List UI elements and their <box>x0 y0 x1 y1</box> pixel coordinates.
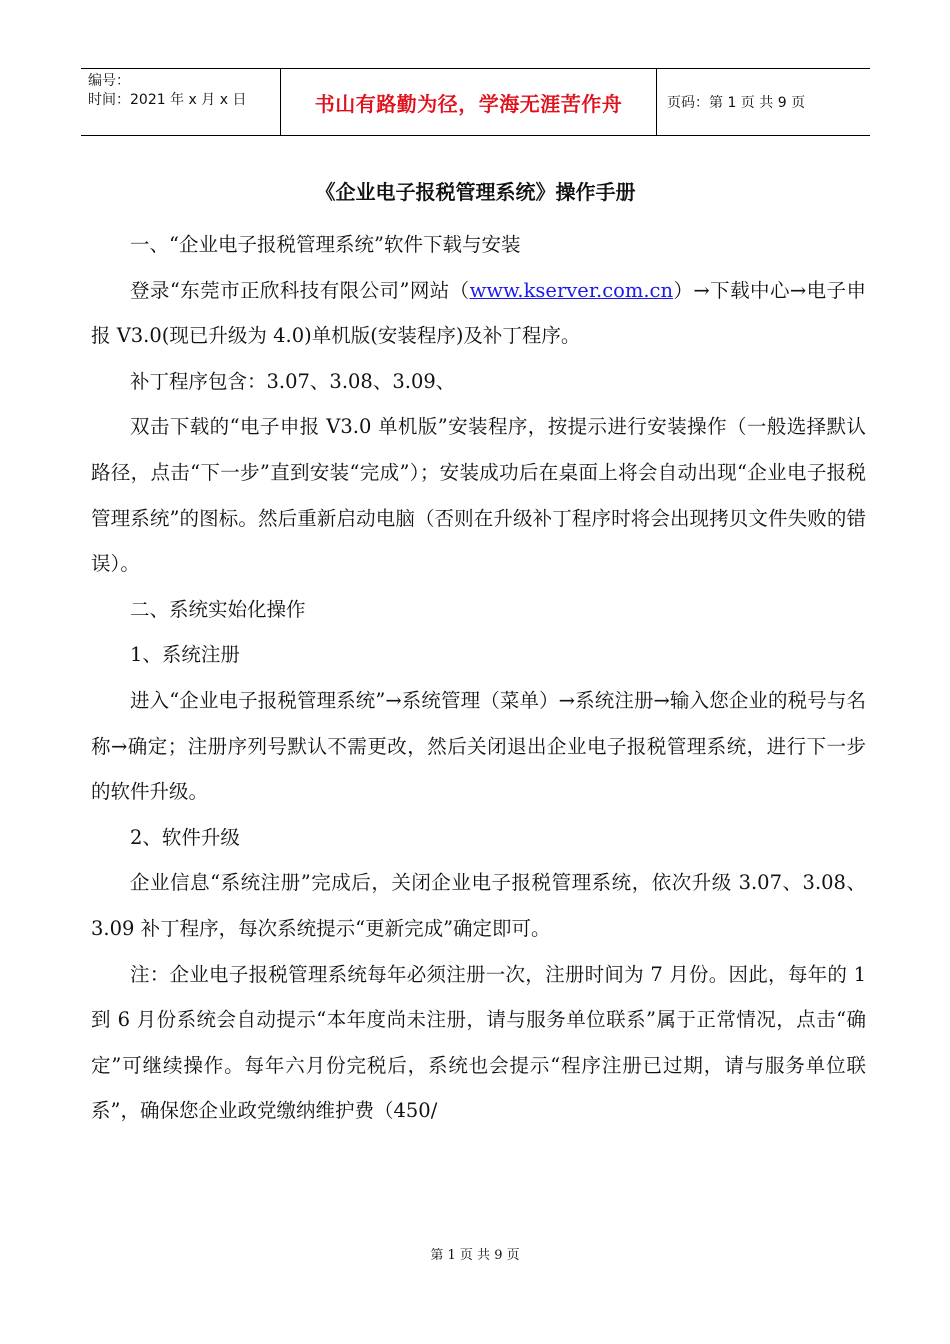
subheading-upgrade: 2、软件升级 <box>130 825 240 849</box>
header-page-code: 页码：第 1 页 共 9 页 <box>667 95 806 111</box>
header-meta <box>81 69 281 135</box>
section-heading-download: 一、“企业电子报税管理系统”软件下载与安装 <box>130 233 521 256</box>
document-title: 《企业电子报税管理系统》操作手册 <box>315 180 636 204</box>
paragraph-patches: 补丁程序包含：3.07、3.08、3.09、 <box>130 369 456 393</box>
paragraph-login-text-end: ）→下载中心→电子申报 V3.0(现已升级为 4.0)单机版(安装程序)及补丁程序。 <box>91 278 866 348</box>
paragraph-note: 注：企业电子报税管理系统每年必须注册一次，注册时间为 7 月份。因此，每年的 1 到 6 月份系统会自动提示“本年度尚未注册，请与服务单位联系”属于正常情况，点击“确定”可继续操作。每年六月份完税后，系统也会提示“程序注册已过期，请与服务单位联系”，确保您企业政党缴纳维护费（450/ <box>91 962 866 1123</box>
document-time-label: 时间：2021 年 x 月 x 日 <box>88 92 247 108</box>
paragraph-login-text-start: 登录“东莞市正欣科技有限公司”网站（ <box>130 278 470 302</box>
section-heading-init: 二、系统实始化操作 <box>130 597 306 621</box>
page-footer: 第 1 页 共 9 页 <box>430 1248 520 1263</box>
paragraph-register: 进入“企业电子报税管理系统”→系统管理（菜单）→系统注册→输入您企业的税号与名称→确定；注册序列号默认不需更改，然后关闭退出企业电子报税管理系统，进行下一步的软件升级。 <box>91 688 866 804</box>
paragraph-login <box>91 268 866 359</box>
document-number-label: 编号： <box>88 73 130 89</box>
page-header <box>81 68 870 136</box>
header-motto: 书山有路勤为径，学海无涯苦作舟 <box>281 69 657 135</box>
document-body <box>91 222 866 1134</box>
subheading-register: 1、系统注册 <box>130 643 240 667</box>
paragraph-install: 双击下载的“电子申报 V3.0 单机版”安装程序，按提示进行安装操作（一般选择默认路径，点击“下一步”直到安装“完成”）；安装成功后在桌面上将会自动出现“企业电子报税管理系统”的图标。然后重新启动电脑（否则在升级补丁程序时将会出现拷贝文件失败的错误）。 <box>91 415 866 576</box>
website-link[interactable]: www.kserver.com.cn <box>469 278 674 302</box>
paragraph-upgrade: 企业信息“系统注册”完成后，关闭企业电子报税管理系统，依次升级 3.07、3.08、3.09 补丁程序，每次系统提示“更新完成”确定即可。 <box>91 871 866 940</box>
